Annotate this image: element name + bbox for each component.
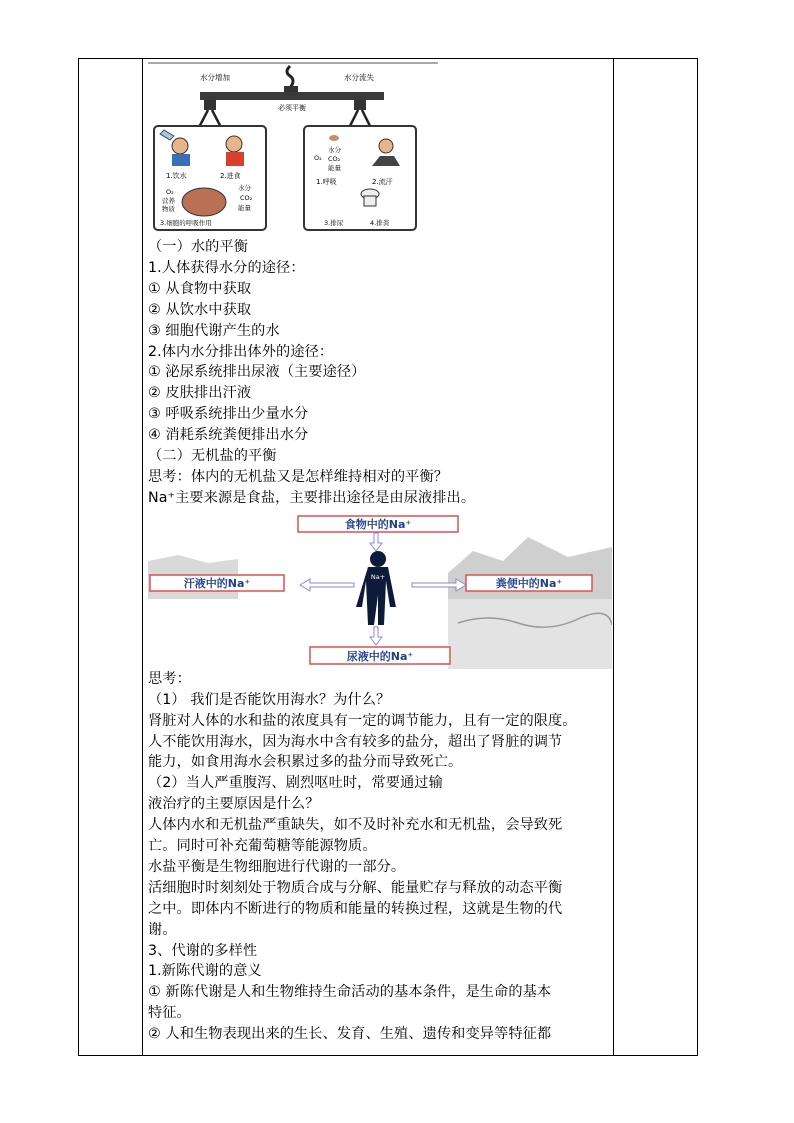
text-b-line: 活细胞时时刻刻处于物质合成与分解、能量贮存与释放的动态平衡 bbox=[148, 879, 563, 896]
feces-sodium-label: 粪便中的Na⁺ bbox=[495, 576, 563, 590]
text-a-line: 1.人体获得水分的途径： bbox=[148, 259, 305, 276]
sodium-diagram bbox=[148, 513, 612, 669]
sodium-balance-figure bbox=[148, 513, 612, 669]
item-eat: 2.进食 bbox=[220, 172, 241, 180]
text-a-line: （二）无机盐的平衡 bbox=[148, 448, 277, 465]
urine-sodium-label: 尿液中的Na⁺ bbox=[346, 649, 414, 663]
text-a-line: ① 泌尿系统排出尿液（主要途径） bbox=[148, 364, 366, 381]
text-b-line: ① 新陈代谢是人和生物维持生命活动的基本条件，是生命的基本 bbox=[148, 984, 552, 1001]
item-breathe: 1.呼吸 bbox=[316, 178, 337, 186]
balance-scale-diagram bbox=[148, 62, 612, 232]
food-sodium-label: 食物中的Na⁺ bbox=[344, 517, 412, 531]
text-b-line: ② 人和生物表现出来的生长、发育、生殖、遗传和变异等特征都 bbox=[148, 1026, 552, 1043]
text-b-line: 水盐平衡是生物细胞进行代谢的一部分。 bbox=[148, 858, 406, 875]
balance-label: 必须平衡 bbox=[278, 104, 306, 112]
text-a-line: ② 皮肤排出汗液 bbox=[148, 385, 252, 402]
item-drink: 1.饮水 bbox=[166, 172, 187, 180]
item-sweat: 2.流汗 bbox=[372, 178, 393, 186]
text-b-line: 1.新陈代谢的意义 bbox=[148, 963, 262, 980]
input-matter: 物质 bbox=[162, 205, 175, 213]
output-co2: CO₂ bbox=[240, 194, 253, 202]
text-a-line: ④ 消耗系统粪便排出水分 bbox=[148, 427, 309, 444]
text-a-line: ③ 细胞代谢产生的水 bbox=[148, 322, 280, 339]
text-b-line: 谢。 bbox=[148, 921, 177, 938]
text-b-line: 人体内水和无机盐严重缺失，如不及时补充水和无机盐，会导致死 bbox=[148, 817, 563, 834]
gas-energy: 能量 bbox=[328, 164, 341, 172]
output-water: 水分 bbox=[238, 184, 251, 192]
text-b-line: 液治疗的主要原因是什么？ bbox=[148, 796, 320, 813]
water-balance-figure bbox=[148, 62, 612, 232]
text-b-line: （2）当人严重腹泻、剧烈呕吐时，常要通过输 bbox=[148, 775, 443, 792]
text-a-line: 2.体内水分排出体外的途径： bbox=[148, 343, 334, 360]
item-respiration: 3.细胞的呼吸作用 bbox=[160, 219, 212, 227]
text-a-line: （一）水的平衡 bbox=[148, 239, 249, 255]
gas-o2: O₂ bbox=[314, 154, 322, 162]
item-urine: 3.排尿 bbox=[324, 219, 344, 227]
content-cell bbox=[148, 62, 612, 1045]
item-feces: 4.排粪 bbox=[370, 219, 390, 227]
text-a-line: ① 从食物中获取 bbox=[148, 280, 252, 297]
column-divider-left bbox=[142, 59, 143, 1055]
water-loss-label: 水分流失 bbox=[344, 73, 374, 82]
text-b-line: 能力，如食用海水会积累过多的盐分而导致死亡。 bbox=[148, 754, 463, 771]
column-divider-right bbox=[613, 59, 614, 1055]
text-b-line: 人不能饮用海水，因为海水中含有较多的盐分，超出了肾脏的调节 bbox=[148, 733, 563, 750]
text-a-line: 思考：体内的无机盐又是怎样维持相对的平衡？ bbox=[148, 468, 449, 485]
text-b-line: 肾脏对人体的水和盐的浓度具有一定的调节能力，且有一定的限度。 bbox=[148, 712, 577, 729]
output-energy: 能量 bbox=[238, 204, 251, 212]
text-b-line: 亡。同时可补充葡萄糖等能源物质。 bbox=[148, 838, 377, 855]
text-block-water-salt bbox=[148, 237, 612, 509]
input-o2: O₂ bbox=[166, 188, 174, 196]
sweat-sodium-label: 汗液中的Na⁺ bbox=[183, 576, 251, 590]
text-a-line: ② 从饮水中获取 bbox=[148, 301, 252, 318]
text-a-line: ③ 呼吸系统排出少量水分 bbox=[148, 406, 309, 423]
text-b-line: 之中。即体内不断进行的物质和能量的转换过程，这就是生物的代 bbox=[148, 900, 563, 917]
text-b-line: （1） 我们是否能饮用海水？为什么？ bbox=[148, 691, 391, 708]
text-b-line: 特征。 bbox=[148, 1005, 191, 1022]
gas-water: 水分 bbox=[328, 146, 341, 154]
text-b-line: 思考： bbox=[148, 670, 191, 687]
text-b-line: 3、代谢的多样性 bbox=[148, 942, 258, 959]
gas-co2: CO₂ bbox=[328, 155, 341, 163]
water-gain-label: 水分增加 bbox=[200, 73, 230, 82]
body-sodium-label: Na+ bbox=[370, 572, 386, 581]
input-nutrients: 营养 bbox=[162, 197, 175, 205]
text-block-metabolism bbox=[148, 669, 612, 1045]
text-a-line: Na⁺主要来源是食盐，主要排出途径是由尿液排出。 bbox=[148, 489, 476, 506]
